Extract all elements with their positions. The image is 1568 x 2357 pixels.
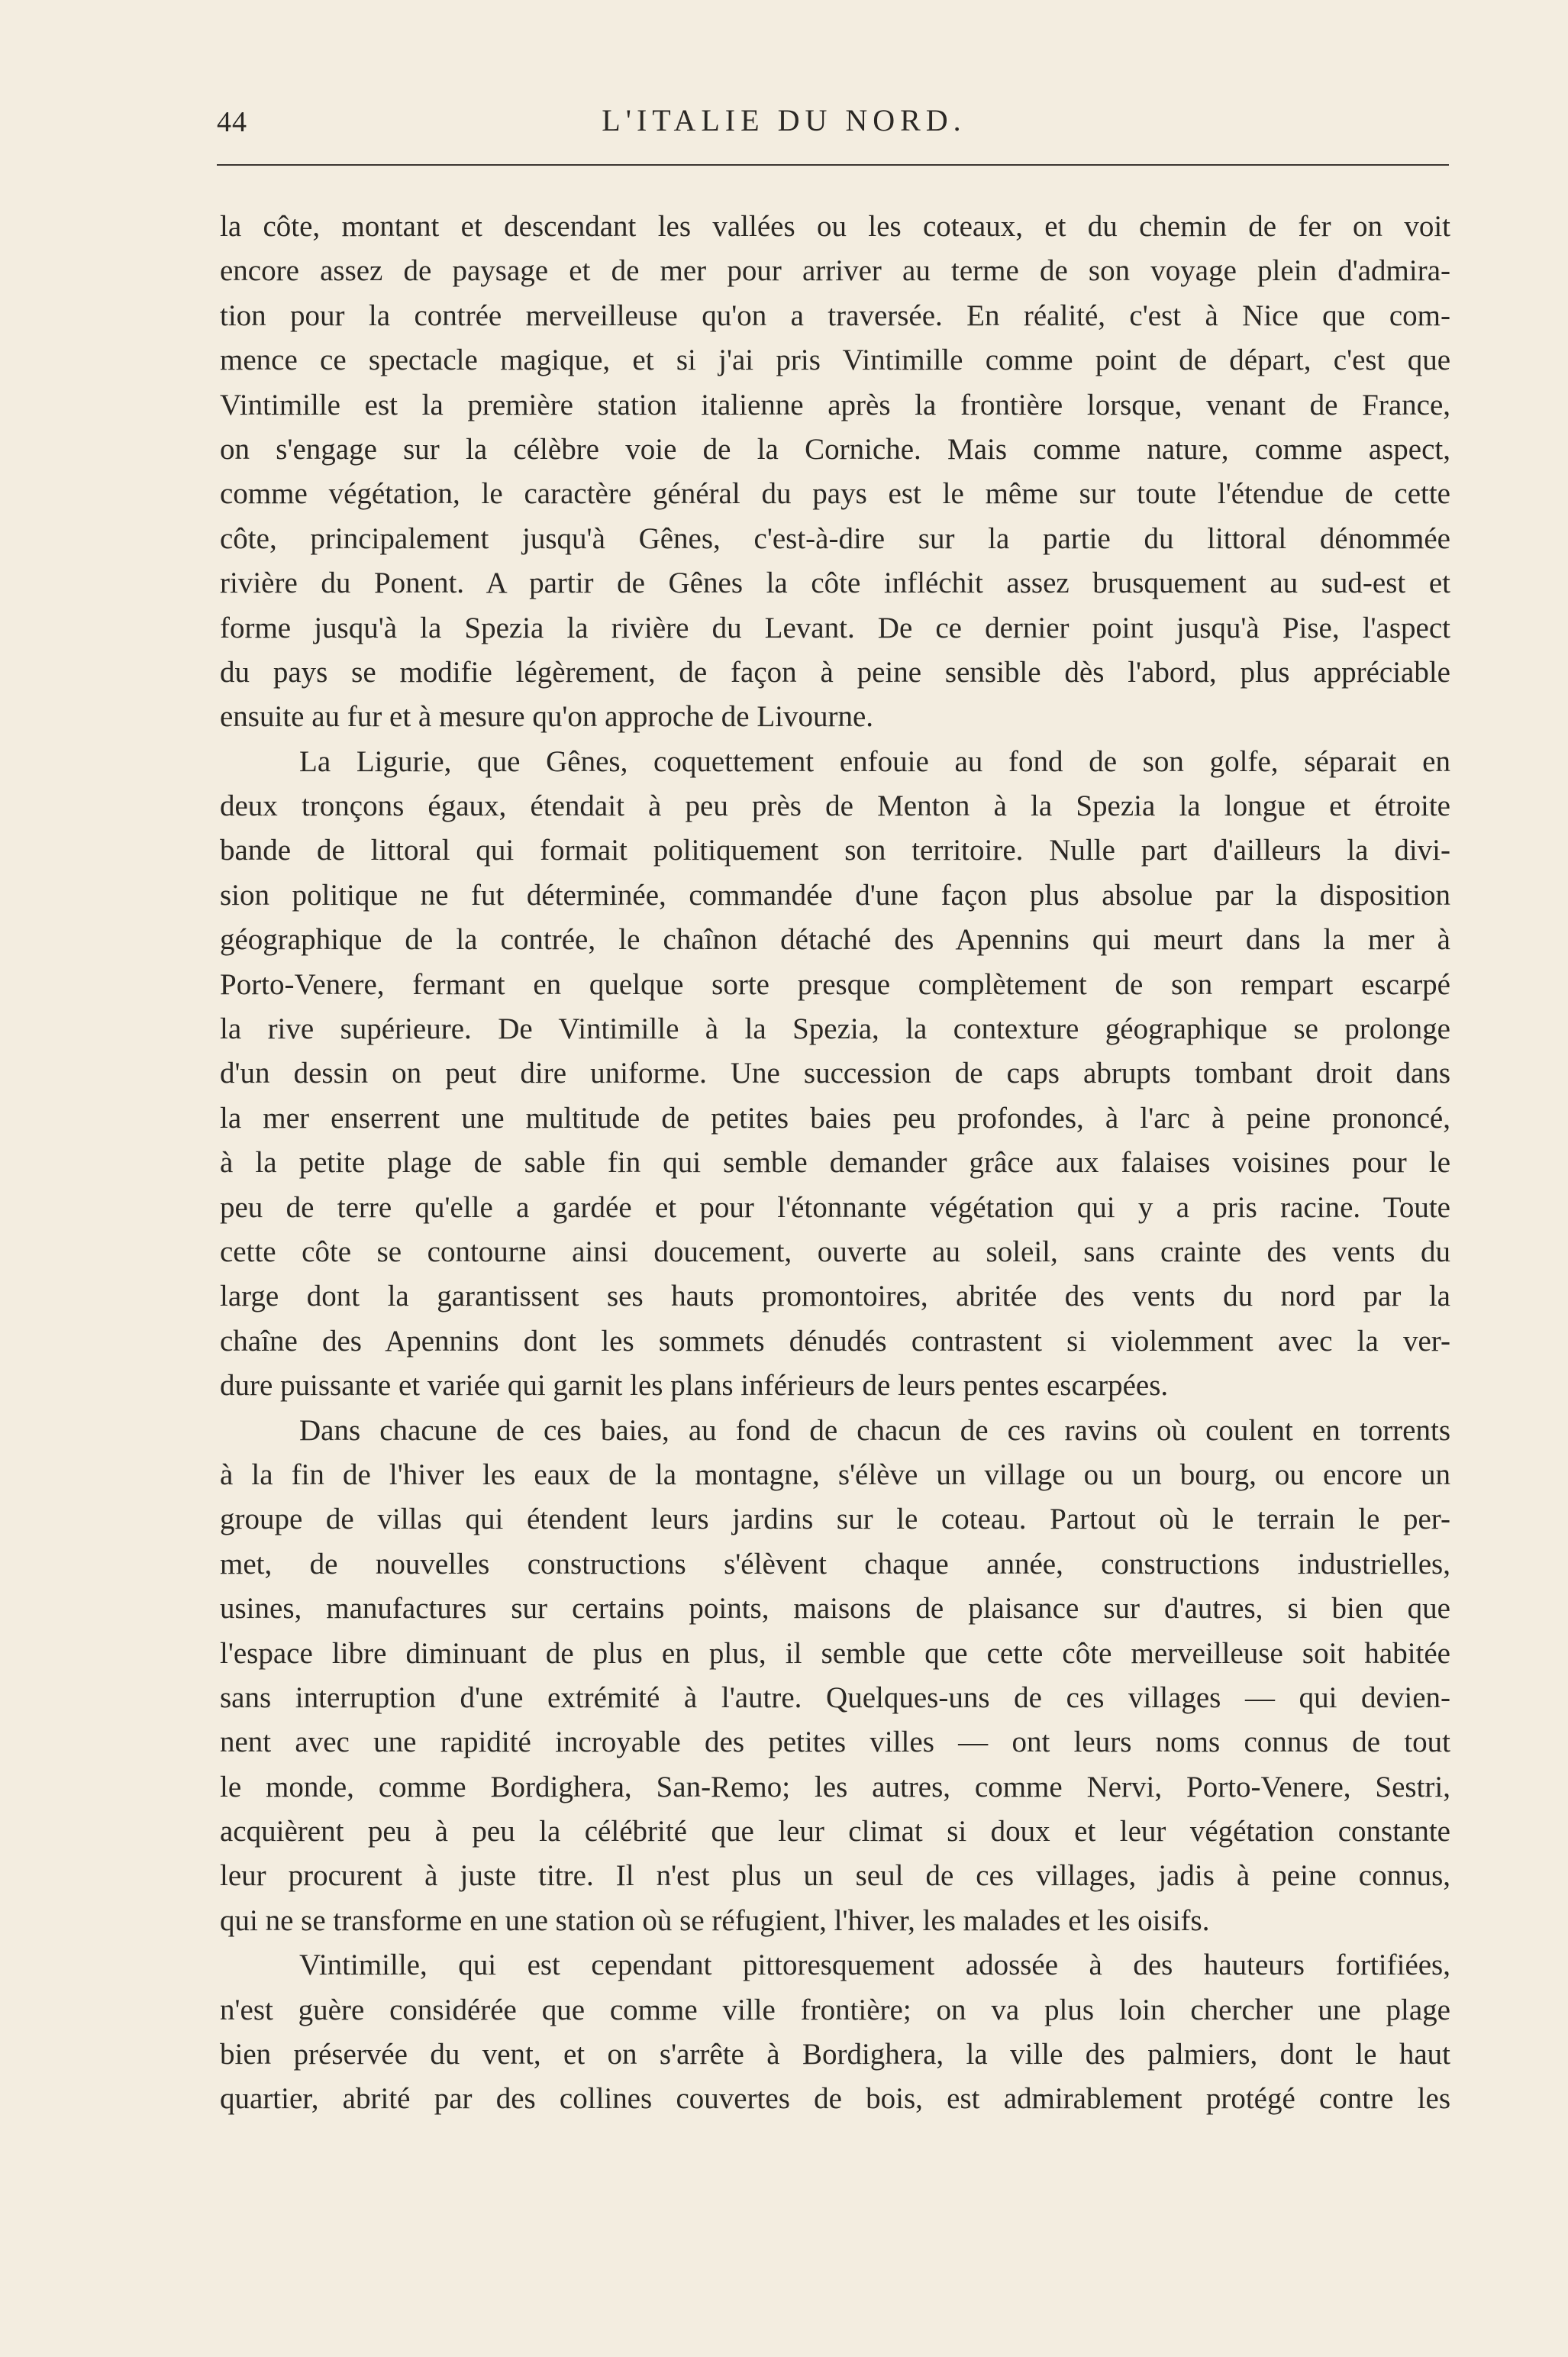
text-line: à la fin de l'hiver les eaux de la montagne, s'élève un village ou un bourg, ou encore un	[220, 1458, 1450, 1491]
text-line: bande de littoral qui formait politiquement son territoire. Nulle part d'ailleurs la divi-	[220, 834, 1450, 867]
text-line: la rive supérieure. De Vintimille à la Spezia, la contexture géographique se prolonge	[220, 1012, 1450, 1046]
text-line: bien préservée du vent, et on s'arrête à Bordighera, la ville des palmiers, dont le haut	[220, 2038, 1450, 2071]
text-line: rivière du Ponent. A partir de Gênes la côte infléchit assez brusquement au sud-est et	[220, 567, 1450, 600]
text-line: l'espace libre diminuant de plus en plus, il semble que cette côte merveilleuse soit habitée	[220, 1636, 1450, 1670]
text-line: à la petite plage de sable fin qui semble demander grâce aux falaises voisines pour le	[220, 1146, 1450, 1180]
text-line: comme végétation, le caractère général du pays est le même sur toute l'étendue de cette	[220, 477, 1450, 511]
header-rule	[217, 164, 1449, 166]
text-line: qui ne se transforme en une station où se réfugient, l'hiver, les malades et les oisifs.	[220, 1903, 1210, 1937]
text-line: tion pour la contrée merveilleuse qu'on a traversée. En réalité, c'est à Nice que com-	[220, 299, 1450, 332]
text-line: côte, principalement jusqu'à Gênes, c'est-à-dire sur la partie du littoral dénommée	[220, 521, 1450, 555]
text-line: usines, manufactures sur certains points, maisons de plaisance sur d'autres, si bien que	[220, 1592, 1450, 1626]
text-line: met, de nouvelles constructions s'élèvent chaque année, constructions industrielles,	[220, 1547, 1450, 1580]
text-line: large dont la garantissent ses hauts promontoires, abritée des vents du nord par la	[220, 1280, 1450, 1313]
text-line: forme jusqu'à la Spezia la rivière du Levant. De ce dernier point jusqu'à Pise, l'aspect	[220, 611, 1450, 644]
text-line: quartier, abrité par des collines couvertes de bois, est admirablement protégé contre les	[220, 2082, 1450, 2116]
body-text	[220, 205, 1450, 2122]
running-title: L'ITALIE DU NORD.	[602, 103, 966, 137]
text-line: ensuite au fur et à mesure qu'on approche de Livourne.	[220, 700, 874, 734]
text-line: la côte, montant et descendant les vallées ou les coteaux, et du chemin de fer on voit	[220, 210, 1450, 243]
text-line: chaîne des Apennins dont les sommets dénudés contrastent si violemment avec la ver-	[220, 1324, 1450, 1358]
text-line: encore assez de paysage et de mer pour arriver au terme de son voyage plein d'admira-	[220, 254, 1450, 288]
text-line: peu de terre qu'elle a gardée et pour l'étonnante végétation qui y a pris racine. Toute	[220, 1190, 1450, 1224]
page-number: 44	[217, 106, 247, 138]
text-line: géographique de la contrée, le chaînon détaché des Apennins qui meurt dans la mer à	[220, 923, 1450, 957]
text-line: nent avec une rapidité incroyable des petites villes — ont leurs noms connus de tout	[220, 1726, 1450, 1759]
paragraph-4	[220, 1943, 1450, 2122]
text-line: acquièrent peu à peu la célébrité que leur climat si doux et leur végétation constante	[220, 1815, 1450, 1848]
text-line: n'est guère considérée que comme ville frontière; on va plus loin chercher une plage	[220, 1993, 1450, 2026]
text-line: on s'engage sur la célèbre voie de la Corniche. Mais comme nature, comme aspect,	[220, 432, 1450, 466]
text-line: mence ce spectacle magique, et si j'ai pris Vintimille comme point de départ, c'est que	[220, 344, 1450, 377]
text-line: du pays se modifie légèrement, de façon à peine sensible dès l'abord, plus appréciable	[220, 655, 1450, 689]
text-line: sion politique ne fut déterminée, commandée d'une façon plus absolue par la disposition	[220, 878, 1450, 912]
text-line: leur procurent à juste titre. Il n'est plus un seul de ces villages, jadis à peine connus,	[220, 1859, 1450, 1893]
text-line: groupe de villas qui étendent leurs jardins sur le coteau. Partout où le terrain le per-	[220, 1503, 1450, 1536]
paragraph-1	[220, 205, 1450, 740]
text-line: cette côte se contourne ainsi doucement, ouverte au soleil, sans crainte des vents du	[220, 1235, 1450, 1268]
text-line: sans interruption d'une extrémité à l'autre. Quelques-uns de ces villages — qui devien-	[220, 1681, 1450, 1714]
text-line: Porto-Venere, fermant en quelque sorte presque complètement de son rempart escarpé	[220, 967, 1450, 1001]
text-line: Vintimille, qui est cependant pittoresquement adossée à des hauteurs fortifiées,	[299, 1949, 1450, 1982]
text-line: deux tronçons égaux, étendait à peu près de Menton à la Spezia la longue et étroite	[220, 789, 1450, 823]
text-line: d'un dessin on peut dire uniforme. Une succession de caps abrupts tombant droit dans	[220, 1057, 1450, 1090]
text-line: La Ligurie, que Gênes, coquettement enfouie au fond de son golfe, séparait en	[299, 744, 1450, 778]
text-line: le monde, comme Bordighera, San-Remo; les autres, comme Nervi, Porto-Venere, Sestri,	[220, 1770, 1450, 1803]
text-line: Dans chacune de ces baies, au fond de chacun de ces ravins où coulent en torrents	[299, 1413, 1450, 1447]
text-line: dure puissante et variée qui garnit les plans inférieurs de leurs pentes escarpées.	[220, 1369, 1169, 1403]
paragraph-3	[220, 1409, 1450, 1944]
text-line: Vintimille est la première station italienne après la frontière lorsque, venant de France,	[220, 388, 1450, 421]
text-line: la mer enserrent une multitude de petites baies peu profondes, à l'arc à peine prononcé,	[220, 1101, 1450, 1135]
paragraph-2	[220, 740, 1450, 1409]
